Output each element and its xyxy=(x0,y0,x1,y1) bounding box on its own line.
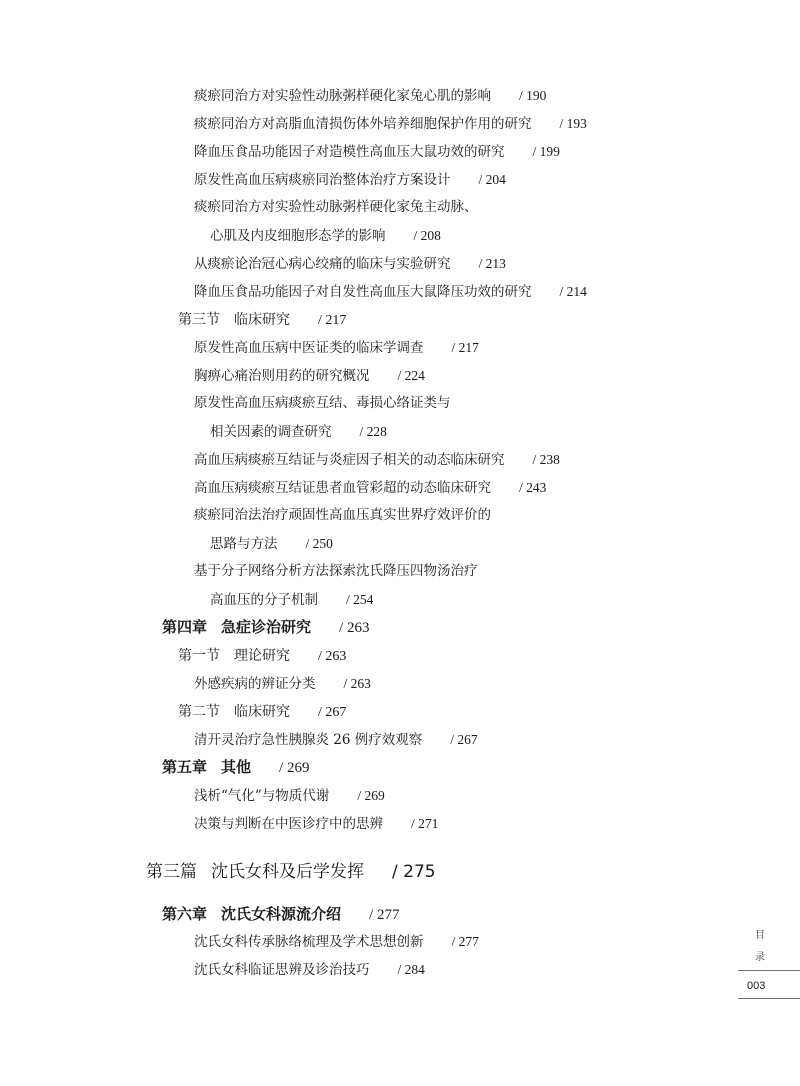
toc-entry-continuation: 相关因素的调查研究 / 228 xyxy=(210,424,387,440)
toc-entry: 原发性高血压病痰瘀同治整体治疗方案设计 / 204 xyxy=(194,172,506,188)
toc-entry: 浅析“气化”与物质代谢 / 269 xyxy=(194,788,385,804)
toc-entry: 痰瘀同治方对实验性动脉粥样硬化家兔心肌的影响 / 190 xyxy=(194,88,547,104)
page-number: 003 xyxy=(747,980,766,992)
toc-entry: 痰瘀同治方对实验性动脉粥样硬化家兔主动脉、 xyxy=(194,199,478,215)
toc-entry: 外感疾病的辨证分类 / 263 xyxy=(194,676,371,692)
toc-chapter-heading: 第六章 沈氏女科源流介绍 / 277 xyxy=(162,905,400,923)
toc-entry: 清开灵治疗急性胰腺炎 26 例疗效观察 / 267 xyxy=(194,732,478,748)
side-tab-char: 目 xyxy=(755,930,765,941)
toc-entry: 原发性高血压病痰瘀互结、毒损心络证类与 xyxy=(194,395,451,411)
toc-entry: 从痰瘀论治冠心病心绞痛的临床与实验研究 / 213 xyxy=(194,256,506,272)
toc-entry: 决策与判断在中医诊疗中的思辨 / 271 xyxy=(194,816,439,832)
toc-entry: 胸痹心痛治则用药的研究概况 / 224 xyxy=(194,368,425,384)
toc-entry: 降血压食品功能因子对自发性高血压大鼠降压功效的研究 / 214 xyxy=(194,284,587,300)
toc-part-heading: 第三篇 沈氏女科及后学发挥 / 275 xyxy=(146,862,436,882)
toc-entry: 痰瘀同治法治疗顽固性高血压真实世界疗效评价的 xyxy=(194,507,491,523)
toc-chapter-heading: 第四章 急症诊治研究 / 263 xyxy=(162,618,370,636)
toc-entry: 原发性高血压病中医证类的临床学调查 / 217 xyxy=(194,340,479,356)
toc-section-heading: 第一节 理论研究 / 263 xyxy=(178,648,347,664)
toc-entry: 沈氏女科传承脉络梳理及学术思想创新 / 277 xyxy=(194,934,479,950)
toc-entry-continuation: 思路与方法 / 250 xyxy=(210,536,333,552)
side-tab-char: 录 xyxy=(755,952,765,963)
toc-entry-continuation: 高血压的分子机制 / 254 xyxy=(210,592,374,608)
divider xyxy=(738,970,800,971)
toc-section-heading: 第二节 临床研究 / 267 xyxy=(178,704,347,720)
divider xyxy=(738,998,800,999)
toc-entry: 降血压食品功能因子对造模性高血压大鼠功效的研究 / 199 xyxy=(194,144,560,160)
toc-entry: 基于分子网络分析方法探索沈氏降压四物汤治疗 xyxy=(194,563,478,579)
toc-section-heading: 第三节 临床研究 / 217 xyxy=(178,312,347,328)
toc-entry-continuation: 心肌及内皮细胞形态学的影响 / 208 xyxy=(210,228,441,244)
toc-entry: 高血压病痰瘀互结证与炎症因子相关的动态临床研究 / 238 xyxy=(194,452,560,468)
toc-chapter-heading: 第五章 其他 / 269 xyxy=(162,758,310,776)
toc-entry: 高血压病痰瘀互结证患者血管彩超的动态临床研究 / 243 xyxy=(194,480,547,496)
toc-entry: 痰瘀同治方对高脂血清损伤体外培养细胞保护作用的研究 / 193 xyxy=(194,116,587,132)
toc-entry: 沈氏女科临证思辨及诊治技巧 / 284 xyxy=(194,962,425,978)
